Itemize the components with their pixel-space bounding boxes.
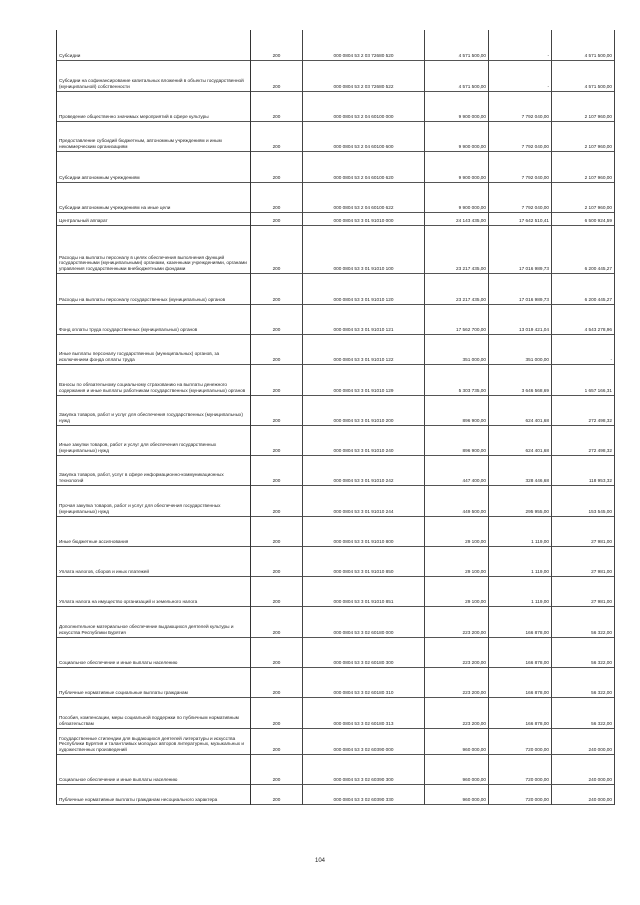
row-budget-code: 000 0804 53 2 04 60100 622 — [303, 182, 425, 212]
row-budget-code: 000 0804 53 2 04 60100 600 — [303, 121, 425, 151]
row-line-code: 200 — [251, 225, 303, 273]
row-line-code: 200 — [251, 304, 303, 334]
row-name: Дополнительное материальное обеспечение выдающихся деятелей культуры и искусства Республики Бурятия — [57, 606, 251, 637]
row-name: Социальное обеспечение и иные выплаты населению — [57, 754, 251, 784]
row-unexecuted: 2 107 960,00 — [552, 91, 615, 121]
row-approved: 960 000,00 — [425, 754, 489, 784]
row-executed: 1 119,00 — [489, 516, 552, 546]
row-approved: 223 200,00 — [425, 606, 489, 637]
row-executed: 7 792 040,00 — [489, 182, 552, 212]
row-name: Предоставление субсидий бюджетным, автономным учреждениям и иным некоммерческим организациям — [57, 121, 251, 151]
table-row — [57, 425, 615, 455]
row-executed: 1 119,00 — [489, 546, 552, 576]
row-line-code: 200 — [251, 364, 303, 395]
table-row — [57, 273, 615, 304]
row-approved: 23 217 435,00 — [425, 225, 489, 273]
row-executed: 17 016 989,73 — [489, 273, 552, 304]
row-line-code: 200 — [251, 784, 303, 804]
table-row — [57, 225, 615, 273]
row-unexecuted: 56 322,00 — [552, 606, 615, 637]
row-name: Пособия, компенсации, меры социальной поддержки по публичным нормативным обязательствам — [57, 697, 251, 728]
row-name: Иные бюджетные ассигнования — [57, 516, 251, 546]
row-executed: 3 646 568,69 — [489, 364, 552, 395]
row-name: Публичные нормативные социальные выплаты гражданам — [57, 667, 251, 697]
row-name: Закупка товаров, работ, услуг в сфере информационно-коммуникационных технологий — [57, 455, 251, 485]
row-unexecuted: 4 543 278,96 — [552, 304, 615, 334]
row-name: Закупка товаров, работ и услуг для обеспечения государственных (муниципальных) нужд — [57, 395, 251, 425]
row-line-code: 200 — [251, 273, 303, 304]
row-unexecuted: - — [552, 334, 615, 364]
table-row — [57, 304, 615, 334]
row-line-code: 200 — [251, 546, 303, 576]
row-line-code: 200 — [251, 395, 303, 425]
row-executed: 351 000,00 — [489, 334, 552, 364]
row-line-code: 200 — [251, 425, 303, 455]
row-approved: 9 900 000,00 — [425, 151, 489, 182]
row-executed: 17 016 989,73 — [489, 225, 552, 273]
table-row — [57, 395, 615, 425]
row-approved: 223 200,00 — [425, 667, 489, 697]
table-row — [57, 576, 615, 606]
row-name: Проведение общественно значимых мероприятий в сфере культуры — [57, 91, 251, 121]
row-line-code: 200 — [251, 485, 303, 516]
row-budget-code: 000 0804 53 3 01 91010 000 — [303, 212, 425, 225]
row-approved: 4 571 500,00 — [425, 30, 489, 60]
row-unexecuted: 118 953,32 — [552, 455, 615, 485]
row-unexecuted: 2 107 960,00 — [552, 182, 615, 212]
table-row — [57, 364, 615, 395]
row-approved: 4 571 500,00 — [425, 60, 489, 91]
row-name: Иные закупки товаров, работ и услуг для обеспечения государственных (муниципальных) нужд — [57, 425, 251, 455]
table-row — [57, 91, 615, 121]
row-executed: - — [489, 30, 552, 60]
row-line-code: 200 — [251, 60, 303, 91]
row-executed: 13 019 421,04 — [489, 304, 552, 334]
row-executed: 166 878,00 — [489, 667, 552, 697]
row-name: Иные выплаты персоналу государственных (муниципальных) органов, за исключением фонда оплаты труда — [57, 334, 251, 364]
row-budget-code: 000 0804 53 3 01 91010 244 — [303, 485, 425, 516]
row-name: Уплата налогов, сборов и иных платежей — [57, 546, 251, 576]
row-line-code: 200 — [251, 637, 303, 667]
row-executed: 720 000,00 — [489, 754, 552, 784]
row-approved: 447 400,00 — [425, 455, 489, 485]
row-executed: 7 792 040,00 — [489, 91, 552, 121]
table-row — [57, 637, 615, 667]
row-approved: 5 303 735,00 — [425, 364, 489, 395]
row-budget-code: 000 0804 53 3 01 91010 120 — [303, 273, 425, 304]
table-row — [57, 121, 615, 151]
row-name: Центральный аппарат — [57, 212, 251, 225]
row-unexecuted: 272 498,32 — [552, 395, 615, 425]
row-executed: 7 792 040,00 — [489, 151, 552, 182]
row-approved: 223 200,00 — [425, 637, 489, 667]
row-name: Субсидии на софинансирование капитальных вложений в объекты государственной (муниципальной) собственности — [57, 60, 251, 91]
row-approved: 9 900 000,00 — [425, 121, 489, 151]
budget-table-sheet — [56, 30, 614, 805]
row-line-code: 200 — [251, 606, 303, 637]
row-line-code: 200 — [251, 121, 303, 151]
table-row — [57, 697, 615, 728]
row-line-code: 200 — [251, 151, 303, 182]
row-approved: 24 143 435,00 — [425, 212, 489, 225]
row-budget-code: 000 0804 53 3 01 91010 242 — [303, 455, 425, 485]
row-name: Расходы на выплаты персоналу в целях обеспечения выполнения функций государственными (муниципальными) органами, казенными учреждениями, органами управления государственными внебюджетными фондами — [57, 225, 251, 273]
row-executed: 166 878,00 — [489, 606, 552, 637]
row-name: Публичные нормативные выплаты гражданам несоциального характера — [57, 784, 251, 804]
row-budget-code: 000 0804 53 3 02 60180 300 — [303, 637, 425, 667]
row-line-code: 200 — [251, 334, 303, 364]
row-name: Государственные стипендии для выдающихся деятелей литературы и искусства Республики Бурятия и талантливых молодых авторов литературных, музыкальных и художественных произведений — [57, 728, 251, 754]
row-unexecuted: 272 498,32 — [552, 425, 615, 455]
row-name: Прочая закупка товаров, работ и услуг для обеспечения государственных (муниципальных) нужд — [57, 485, 251, 516]
row-unexecuted: 6 500 924,59 — [552, 212, 615, 225]
row-approved: 29 100,00 — [425, 516, 489, 546]
row-line-code: 200 — [251, 667, 303, 697]
row-executed: 295 955,00 — [489, 485, 552, 516]
table-row — [57, 728, 615, 754]
table-row — [57, 606, 615, 637]
row-budget-code: 000 0804 53 3 01 91010 100 — [303, 225, 425, 273]
row-unexecuted: 2 107 960,00 — [552, 151, 615, 182]
row-line-code: 200 — [251, 91, 303, 121]
row-unexecuted: 6 200 445,27 — [552, 225, 615, 273]
row-unexecuted: 27 981,00 — [552, 516, 615, 546]
table-body — [57, 30, 615, 804]
row-budget-code: 000 0804 53 3 02 60180 000 — [303, 606, 425, 637]
row-executed: 1 119,00 — [489, 576, 552, 606]
row-line-code: 200 — [251, 30, 303, 60]
row-executed: 624 401,68 — [489, 425, 552, 455]
table-row — [57, 455, 615, 485]
row-budget-code: 000 0804 53 3 01 91010 240 — [303, 425, 425, 455]
row-budget-code: 000 0804 53 3 01 91010 122 — [303, 334, 425, 364]
row-executed: 166 878,00 — [489, 637, 552, 667]
row-line-code: 200 — [251, 754, 303, 784]
row-approved: 960 000,00 — [425, 784, 489, 804]
row-name: Субсидии — [57, 30, 251, 60]
row-budget-code: 000 0804 53 2 03 72680 520 — [303, 30, 425, 60]
row-unexecuted: 27 981,00 — [552, 576, 615, 606]
row-name: Субсидии автономным учреждениям — [57, 151, 251, 182]
row-budget-code: 000 0804 53 3 01 91010 129 — [303, 364, 425, 395]
table-row — [57, 151, 615, 182]
row-budget-code: 000 0804 53 3 01 91010 851 — [303, 576, 425, 606]
row-line-code: 200 — [251, 212, 303, 225]
row-budget-code: 000 0804 53 2 04 60100 000 — [303, 91, 425, 121]
row-line-code: 200 — [251, 728, 303, 754]
row-unexecuted: 56 322,00 — [552, 637, 615, 667]
row-line-code: 200 — [251, 516, 303, 546]
row-budget-code: 000 0804 53 3 02 60180 310 — [303, 667, 425, 697]
row-approved: 960 000,00 — [425, 728, 489, 754]
row-unexecuted: 240 000,00 — [552, 754, 615, 784]
row-executed: - — [489, 60, 552, 91]
table-row — [57, 516, 615, 546]
row-approved: 29 100,00 — [425, 546, 489, 576]
table-row — [57, 60, 615, 91]
row-approved: 23 217 435,00 — [425, 273, 489, 304]
table-row — [57, 485, 615, 516]
row-approved: 449 500,00 — [425, 485, 489, 516]
row-unexecuted: 56 322,00 — [552, 697, 615, 728]
row-unexecuted: 4 571 500,00 — [552, 30, 615, 60]
table-row — [57, 30, 615, 60]
row-budget-code: 000 0804 53 3 01 91010 850 — [303, 546, 425, 576]
row-unexecuted: 1 657 166,31 — [552, 364, 615, 395]
row-budget-code: 000 0804 53 3 02 60390 300 — [303, 754, 425, 784]
row-name: Фонд оплаты труда государственных (муниципальных) органов — [57, 304, 251, 334]
row-unexecuted: 4 571 500,00 — [552, 60, 615, 91]
table-row — [57, 667, 615, 697]
row-unexecuted: 6 200 445,27 — [552, 273, 615, 304]
row-approved: 9 900 000,00 — [425, 182, 489, 212]
row-approved: 9 900 000,00 — [425, 91, 489, 121]
row-executed: 7 792 040,00 — [489, 121, 552, 151]
row-name: Расходы на выплаты персоналу государственных (муниципальных) органов — [57, 273, 251, 304]
row-budget-code: 000 0804 53 2 03 72680 522 — [303, 60, 425, 91]
row-unexecuted: 153 545,00 — [552, 485, 615, 516]
row-name: Субсидии автономным учреждениям на иные цели — [57, 182, 251, 212]
row-approved: 17 562 700,00 — [425, 304, 489, 334]
row-budget-code: 000 0804 53 3 01 91010 121 — [303, 304, 425, 334]
row-unexecuted: 240 000,00 — [552, 728, 615, 754]
row-name: Уплата налога на имущество организаций и земельного налога — [57, 576, 251, 606]
row-approved: 29 100,00 — [425, 576, 489, 606]
row-line-code: 200 — [251, 455, 303, 485]
row-executed: 17 642 510,41 — [489, 212, 552, 225]
row-executed: 624 401,68 — [489, 395, 552, 425]
row-line-code: 200 — [251, 697, 303, 728]
row-unexecuted: 240 000,00 — [552, 784, 615, 804]
row-approved: 223 200,00 — [425, 697, 489, 728]
page-number: 104 — [314, 858, 325, 864]
row-line-code: 200 — [251, 182, 303, 212]
row-unexecuted: 56 322,00 — [552, 667, 615, 697]
row-executed: 720 000,00 — [489, 784, 552, 804]
row-budget-code: 000 0804 53 2 04 60100 620 — [303, 151, 425, 182]
row-unexecuted: 27 981,00 — [552, 546, 615, 576]
row-budget-code: 000 0804 53 3 02 60180 313 — [303, 697, 425, 728]
table-row — [57, 754, 615, 784]
row-executed: 720 000,00 — [489, 728, 552, 754]
row-approved: 351 000,00 — [425, 334, 489, 364]
table-row — [57, 546, 615, 576]
row-approved: 896 900,00 — [425, 395, 489, 425]
table-row — [57, 182, 615, 212]
budget-execution-table — [56, 30, 615, 805]
table-row — [57, 784, 615, 804]
row-line-code: 200 — [251, 576, 303, 606]
row-budget-code: 000 0804 53 3 01 91010 200 — [303, 395, 425, 425]
row-budget-code: 000 0804 53 3 02 60390 330 — [303, 784, 425, 804]
row-executed: 328 446,68 — [489, 455, 552, 485]
row-name: Социальное обеспечение и иные выплаты населению — [57, 637, 251, 667]
row-approved: 896 900,00 — [425, 425, 489, 455]
row-budget-code: 000 0804 53 3 01 91010 800 — [303, 516, 425, 546]
row-executed: 166 878,00 — [489, 697, 552, 728]
row-name: Взносы по обязательному социальному страхованию на выплаты денежного содержания и иные выплаты работникам государственных (муниципальных) органов — [57, 364, 251, 395]
row-unexecuted: 2 107 960,00 — [552, 121, 615, 151]
table-row — [57, 212, 615, 225]
table-row — [57, 334, 615, 364]
row-budget-code: 000 0804 53 3 02 60390 000 — [303, 728, 425, 754]
